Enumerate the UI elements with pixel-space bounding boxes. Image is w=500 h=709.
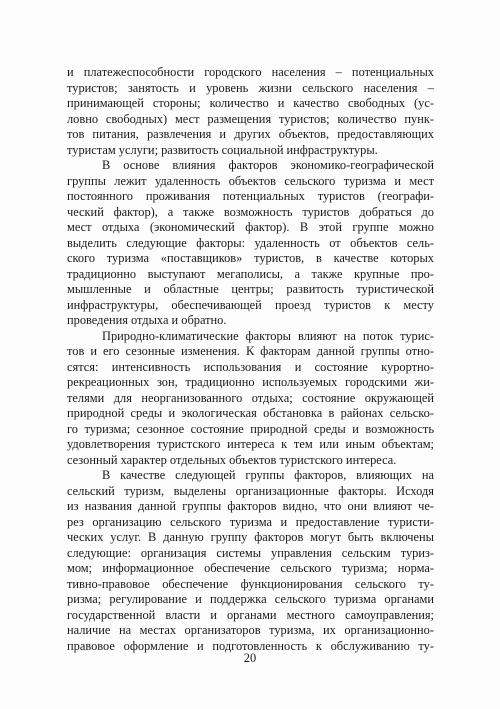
text-line: наличие на местах организаторов туризма, их организационно- xyxy=(67,623,434,637)
body-text xyxy=(67,65,434,654)
text-line: мест отдыха (экономический фактор). В этой группе можно xyxy=(67,220,434,234)
text-line: ского туризма «поставщиков» туристов, в качестве которых xyxy=(67,251,434,265)
text-line: В основе влияния факторов экономико-географической xyxy=(102,158,434,172)
text-line: следующие: организация системы управления сельским туриз- xyxy=(67,545,434,560)
page-number: 20 xyxy=(243,651,257,665)
paragraph xyxy=(67,468,434,654)
text-line: рекреационных зон, традиционно используемых городскими жи- xyxy=(67,375,434,389)
text-line: тов и его сезонные изменения. К факторам данной группы отно- xyxy=(67,344,434,358)
text-line: постоянного проживания потенциальных туристов (географи- xyxy=(67,189,434,203)
text-line: традиционно выступают мегаполисы, а также крупные про- xyxy=(67,266,434,281)
text-line: природной среды и экологическая обстановка в районах сельско- xyxy=(67,406,434,420)
text-line: группы лежит удаленность объектов сельского туризма и мест xyxy=(67,173,434,188)
text-line: правовое оформление и подготовленность к обслуживанию ту- xyxy=(67,638,434,653)
paragraph xyxy=(67,65,434,158)
text-line: ловно свободных) мест размещения туристов; количество пунк- xyxy=(67,111,434,126)
text-line: ческих услуг. В данную группу факторов могут быть включены xyxy=(67,530,434,544)
text-line: тивно-правовое обеспечение функционирования сельского ту- xyxy=(67,576,434,591)
text-line: Природно-климатические факторы влияют на поток турис- xyxy=(102,328,434,343)
text-line: проведения отдыха и обратно. xyxy=(67,313,227,327)
text-line: сельский туризм, выделены организационные факторы. Исходя xyxy=(67,483,434,498)
text-line: телями для неорганизованного отдыха; состояние окружающей xyxy=(67,390,434,405)
text-line: удовлетворения туристского интереса к тем или иным объектам; xyxy=(67,437,434,451)
text-line: выделить следующие факторы: удаленность от объектов сель- xyxy=(67,235,434,250)
text-line: ризма; регулирование и поддержка сельского туризма органами xyxy=(67,592,434,606)
text-line: из названия данной группы факторов видно, что они влияют че- xyxy=(67,499,434,513)
text-line: государственной власти и органами местного самоуправления; xyxy=(67,607,434,622)
text-line: сезонный характер отдельных объектов туристского интереса. xyxy=(67,452,397,467)
text-line: туристов; занятость и уровень жизни сельского населения – xyxy=(67,80,434,95)
paragraph xyxy=(67,158,434,329)
text-line: принимающей стороны; количество и качество свободных (ус- xyxy=(67,96,434,110)
text-line: В качестве следующей группы факторов, влияющих на xyxy=(102,468,434,482)
text-line: го туризма; сезонное состояние природной среды и возможность xyxy=(67,421,434,436)
text-line: рез организацию сельского туризма и предоставление туристи- xyxy=(67,514,434,529)
text-line: инфраструктуры, обеспечивающей проезд туристов к месту xyxy=(67,297,434,312)
text-line: мышленные и областные центры; развитость туристической xyxy=(67,282,434,296)
text-line: сятся: интенсивность использования и состояние курортно- xyxy=(67,359,434,374)
text-line: и платежеспособности городского населения – потенциальных xyxy=(67,65,434,79)
paragraph xyxy=(67,329,434,469)
text-line: туристам услуги; развитость социальной инфраструктуры. xyxy=(67,142,378,157)
text-line: ческий фактор), а также возможность туристов добраться до xyxy=(67,204,434,219)
text-line: тов питания, развлечения и других объектов, предоставляющих xyxy=(67,127,434,141)
text-line: мом; информационное обеспечение сельского туризма; норма- xyxy=(67,561,434,575)
